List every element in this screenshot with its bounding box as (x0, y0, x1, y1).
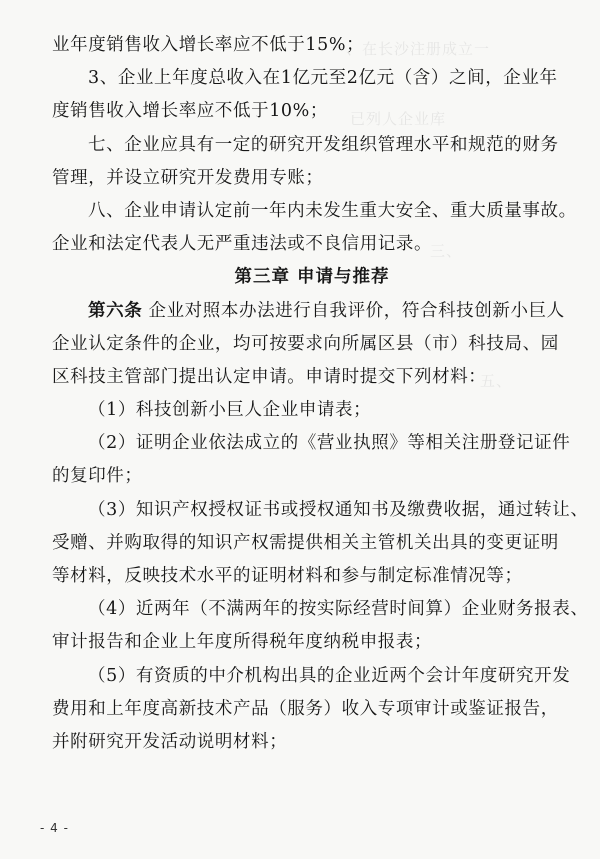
material-line-9: （5）有资质的中介机构出具的企业近两个会计年度研究开发 (88, 665, 571, 686)
text-line-3: 度销售收入增长率应不低于10%； (52, 101, 328, 122)
chapter-title: 第三章 申请与推荐 (234, 267, 390, 288)
text-line-2: 3、企业上年度总收入在1亿元至2亿元（含）之间，企业年 (88, 68, 558, 89)
material-line-10: 费用和上年度高新技术产品（服务）收入专项审计或鉴证报告， (52, 698, 559, 719)
material-line-8: 审计报告和企业上年度所得税年度纳税申报表； (52, 632, 433, 653)
show-through-2: 已列人企业库 (350, 110, 447, 128)
material-line-2: （2）证明企业依法成立的《营业执照》等相关注册登记证件 (88, 433, 571, 454)
show-through-1: 一、在长沙注册成立一 (330, 40, 491, 58)
text-line-4: 七、企业应具有一定的研究开发组织管理水平和规范的财务 (88, 134, 559, 155)
show-through-3: 三、 (430, 242, 463, 260)
material-line-1: （1）科技创新小巨人企业申请表； (88, 400, 372, 421)
material-line-7: （4）近两年（不满两年的按实际经营时间算）企业财务报表、 (88, 599, 589, 620)
material-line-5: 受赠、并购取得的知识产权需提供相关主管机关出具的变更证明 (52, 532, 559, 553)
document-body (52, 29, 589, 759)
page-number: - 4 - (40, 821, 69, 835)
material-line-6: 等材料，反映技术水平的证明材料和参与制定标准情况等； (52, 566, 523, 586)
article-6-line-3: 区科技主管部门提出认定申请。申请时提交下列材料： (52, 366, 487, 387)
article-6-label: 第六条 (88, 300, 143, 321)
text-line-5: 管理，并设立研究开发费用专账； (52, 167, 324, 188)
show-through-4: 五、 (480, 372, 513, 390)
material-line-11: 并附研究开发活动说明材料； (52, 731, 288, 752)
article-6-line-1 (52, 295, 572, 328)
text-line-7: 企业和法定代表人无严重违法或不良信用记录。 (52, 234, 433, 255)
article-6-line-2: 企业认定条件的企业，均可按要求向所属区县（市）科技局、园 (52, 333, 559, 354)
material-line-4: （3）知识产权授权证书或授权通知书及缴费收据，通过转让、 (88, 499, 589, 520)
text-line-6: 八、企业申请认定前一年内未发生重大安全、重大质量事故。 (88, 200, 577, 221)
article-6-text: 企业对照本办法进行自我评价，符合科技创新小巨人 (142, 300, 565, 321)
material-line-3: 的复印件； (52, 466, 143, 487)
text-line-1: 业年度销售收入增长率应不低于15%； (52, 35, 365, 55)
